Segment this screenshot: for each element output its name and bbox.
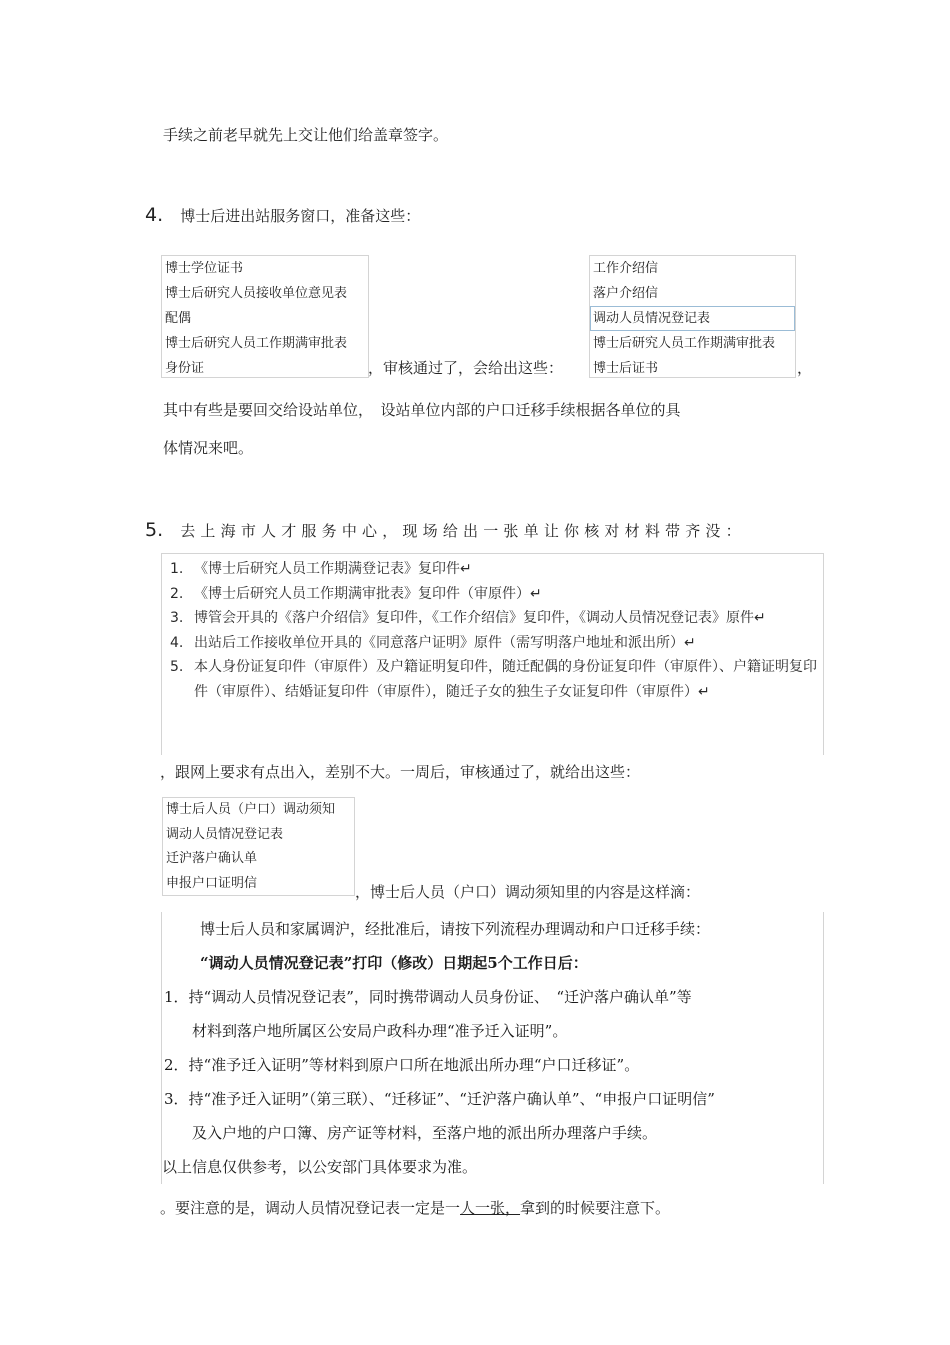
- checklist-item: [162, 557, 823, 582]
- notice-line: 以上信息仅供参考，以公安部门具体要求为准。: [162, 1158, 478, 1176]
- issued-item: 落户介绍信: [593, 286, 659, 301]
- step4-number: 4.: [145, 204, 164, 226]
- checklist-item: [162, 606, 823, 631]
- issued-form-item: 调动人员情况登记表: [166, 826, 284, 842]
- issued-documents-box: [589, 255, 796, 378]
- notice-line: 3．持“准予迁入证明”（第三联）、“迁移证”、“迁沪落户确认单”、“申报户口证明信”: [164, 1090, 715, 1108]
- checklist-number: 5.: [170, 659, 184, 675]
- checklist-text: 出站后工作接收单位开具的《同意落户证明》原件（需写明落户地址和派出所）↵: [194, 634, 696, 651]
- issued-form-item: 迁沪落户确认单: [166, 851, 258, 866]
- issued-forms-box: [162, 797, 355, 896]
- step4-mid-text: ，审核通过了，会给出这些：: [368, 359, 564, 377]
- checklist-text: 《博士后研究人员工作期满审批表》复印件（审原件）↵: [194, 585, 542, 602]
- checklist-item: [162, 655, 823, 704]
- notice-line: 及入户地的户口簿、房产证等材料，至落户地的派出所办理落户手续。: [192, 1124, 658, 1142]
- step5-after-checklist: ，跟网上要求有点出入，差别不大。一周后，审核通过了，就给出这些：: [160, 763, 641, 781]
- materials-checklist: [161, 553, 824, 755]
- closing-text-underlined: 人一张，: [460, 1199, 521, 1217]
- issued-item: 博士后研究人员工作期满审批表: [593, 336, 776, 351]
- prepare-documents-box: [161, 255, 369, 378]
- step4-note-line1: 其中有些是要回交给设站单位， 设站单位内部的户口迁移手续根据各单位的具: [163, 401, 681, 419]
- closing-text-pre: 。要注意的是，调动人员情况登记表一定是一: [160, 1199, 461, 1217]
- notice-line: 博士后人员和家属调沪，经批准后，请按下列流程办理调动和户口迁移手续：: [200, 920, 711, 938]
- checklist-text: 本人身份证复印件（审原件）及户籍证明复印件，随迁配偶的身份证复印件（审原件）、户籍证明复印件（审原件）、结婚证复印件（审原件），随迁子女的独生子女证复印件（审原件）↵: [194, 659, 817, 700]
- checklist-number: 4.: [170, 634, 184, 651]
- prepare-item: 博士后研究人员接收单位意见表: [165, 286, 348, 301]
- checklist-number: 2.: [170, 585, 184, 602]
- checklist-item: [162, 631, 823, 656]
- issued-form-item: 申报户口证明信: [166, 875, 258, 891]
- notice-line: “调动人员情况登记表”打印（修改）日期起5个工作日后：: [200, 954, 588, 972]
- checklist-text: 《博士后研究人员工作期满登记表》复印件↵: [194, 561, 472, 577]
- notice-line: 材料到落户地所属区公安局户政科办理“准予迁入证明”。: [192, 1022, 568, 1040]
- step5-after-issued: ，博士后人员（户口）调动须知里的内容是这样滴：: [355, 883, 701, 901]
- step4-note-line2: 体情况来吧。: [163, 439, 254, 457]
- notice-line: 1．持“调动人员情况登记表”，同时携带调动人员身份证、 “迁沪落户确认单”等: [164, 988, 692, 1006]
- checklist-number: 1.: [170, 561, 184, 577]
- step5-heading-text: 去上海市人才服务中心，现场给出一张单让你核对材料带齐没：: [180, 522, 746, 540]
- closing-text-post: 拿到的时候要注意下。: [520, 1199, 671, 1217]
- issued-item: 工作介绍信: [593, 261, 659, 276]
- step4-heading: [145, 204, 420, 226]
- issued-item: 调动人员情况登记表: [590, 306, 795, 331]
- prepare-item: 配偶: [165, 311, 192, 326]
- checklist-number: 3.: [170, 610, 184, 626]
- step4-heading-text: 博士后进出站服务窗口，准备这些：: [180, 207, 421, 225]
- step5-heading: [145, 519, 746, 541]
- notice-line: 2．持“准予迁入证明”等材料到原户口所在地派出所办理“户口迁移证”。: [164, 1056, 640, 1074]
- closing-line: [160, 1198, 670, 1218]
- step5-number: 5.: [145, 519, 164, 541]
- checklist-item: [162, 582, 823, 607]
- prepare-item: 博士学位证书: [165, 261, 244, 276]
- issued-form-item: 博士后人员（户口）调动须知: [166, 802, 336, 817]
- issued-item: 博士后证书: [593, 361, 659, 376]
- transfer-notice: [161, 912, 824, 1184]
- prepare-item: 博士后研究人员工作期满审批表: [165, 336, 348, 351]
- step4-end-comma: ，: [797, 359, 813, 377]
- checklist-text: 博管会开具的《落户介绍信》复印件，《工作介绍信》复印件，《调动人员情况登记表》原件↵: [194, 610, 766, 626]
- intro-text: 手续之前老早就先上交让他们给盖章签字。: [163, 126, 449, 144]
- prepare-item: 身份证: [165, 361, 205, 376]
